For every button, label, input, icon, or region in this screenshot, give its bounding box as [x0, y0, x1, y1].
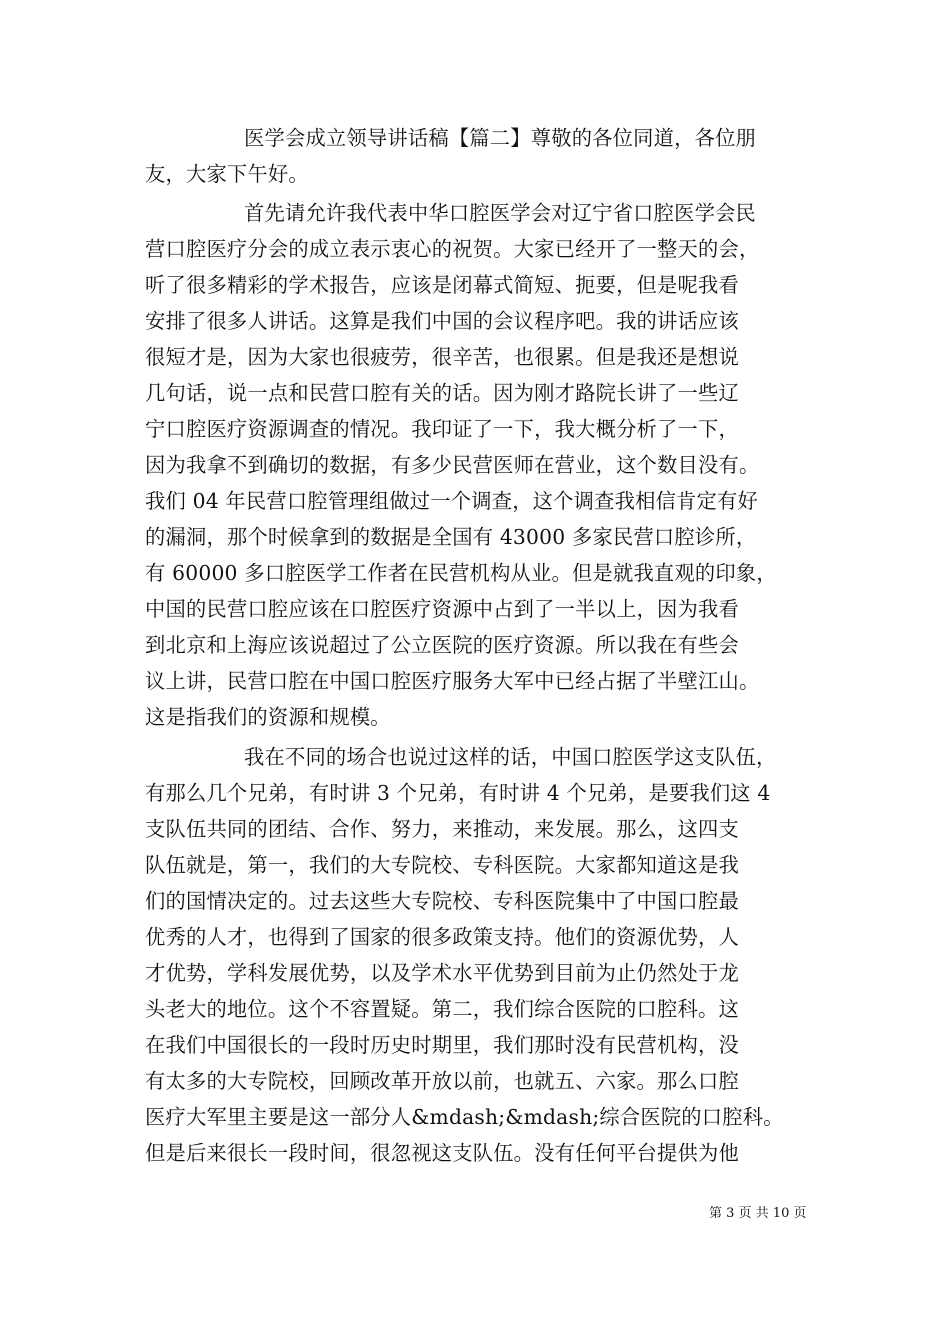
- text-line: 宁口腔医疗资源调查的情况。我印证了一下，我大概分析了一下，: [145, 417, 739, 441]
- text-line: 头老大的地位。这个不容置疑。第二，我们综合医院的口腔科。这: [145, 997, 739, 1021]
- page-number: 第 3 页 共 10 页: [709, 1206, 807, 1221]
- text-line: 医学会成立领导讲话稿【篇二】尊敬的各位同道，各位朋: [244, 126, 757, 150]
- text-line: 友，大家下午好。: [145, 162, 309, 186]
- text-line: 但是后来很长一段时间，很忽视这支队伍。没有任何平台提供为他: [145, 1141, 739, 1165]
- text-line: 很短才是，因为大家也很疲劳，很辛苦，也很累。但是我还是想说: [145, 345, 739, 369]
- text-line: 几句话，说一点和民营口腔有关的话。因为刚才路院长讲了一些辽: [145, 381, 739, 405]
- text-line: 我在不同的场合也说过这样的话，中国口腔医学这支队伍，: [244, 745, 777, 769]
- text-line: 优秀的人才，也得到了国家的很多政策支持。他们的资源优势，人: [145, 925, 739, 949]
- text-line: 有太多的大专院校，回顾改革开放以前，也就五、六家。那么口腔: [145, 1069, 739, 1093]
- text-line: 的漏洞，那个时候拿到的数据是全国有 43000 多家民营口腔诊所，: [145, 525, 757, 549]
- text-line: 议上讲，民营口腔在中国口腔医疗服务大军中已经占据了半壁江山。: [145, 669, 760, 693]
- text-line: 因为我拿不到确切的数据，有多少民营医师在营业，这个数目没有。: [145, 453, 760, 477]
- text-line: 这是指我们的资源和规模。: [145, 705, 391, 729]
- text-line: 有 60000 多口腔医学工作者在民营机构从业。但是就我直观的印象，: [145, 561, 777, 585]
- text-line: 医疗大军里主要是这一部分人&mdash;&mdash;综合医院的口腔科。: [145, 1105, 784, 1129]
- text-line: 才优势，学科发展优势，以及学术水平优势到目前为止仍然处于龙: [145, 961, 739, 985]
- text-line: 在我们中国很长的一段时历史时期里，我们那时没有民营机构，没: [145, 1033, 739, 1057]
- text-line: 队伍就是，第一，我们的大专院校、专科医院。大家都知道这是我: [145, 853, 739, 877]
- text-line: 们的国情决定的。过去这些大专院校、专科医院集中了中国口腔最: [145, 889, 739, 913]
- text-line: 安排了很多人讲话。这算是我们中国的会议程序吧。我的讲话应该: [145, 309, 739, 333]
- text-line: 支队伍共同的团结、合作、努力，来推动，来发展。那么，这四支: [145, 817, 739, 841]
- text-line: 营口腔医疗分会的成立表示衷心的祝贺。大家已经开了一整天的会，: [145, 237, 760, 261]
- text-line: 到北京和上海应该说超过了公立医院的医疗资源。所以我在有些会: [145, 633, 739, 657]
- text-line: 我们 04 年民营口腔管理组做过一个调查，这个调查我相信肯定有好: [145, 489, 758, 513]
- text-line: 首先请允许我代表中华口腔医学会对辽宁省口腔医学会民: [244, 201, 757, 225]
- text-line: 中国的民营口腔应该在口腔医疗资源中占到了一半以上，因为我看: [145, 597, 739, 621]
- text-line: 有那么几个兄弟，有时讲 3 个兄弟，有时讲 4 个兄弟，是要我们这 4: [145, 781, 771, 805]
- text-line: 听了很多精彩的学术报告，应该是闭幕式简短、扼要，但是呢我看: [145, 273, 739, 297]
